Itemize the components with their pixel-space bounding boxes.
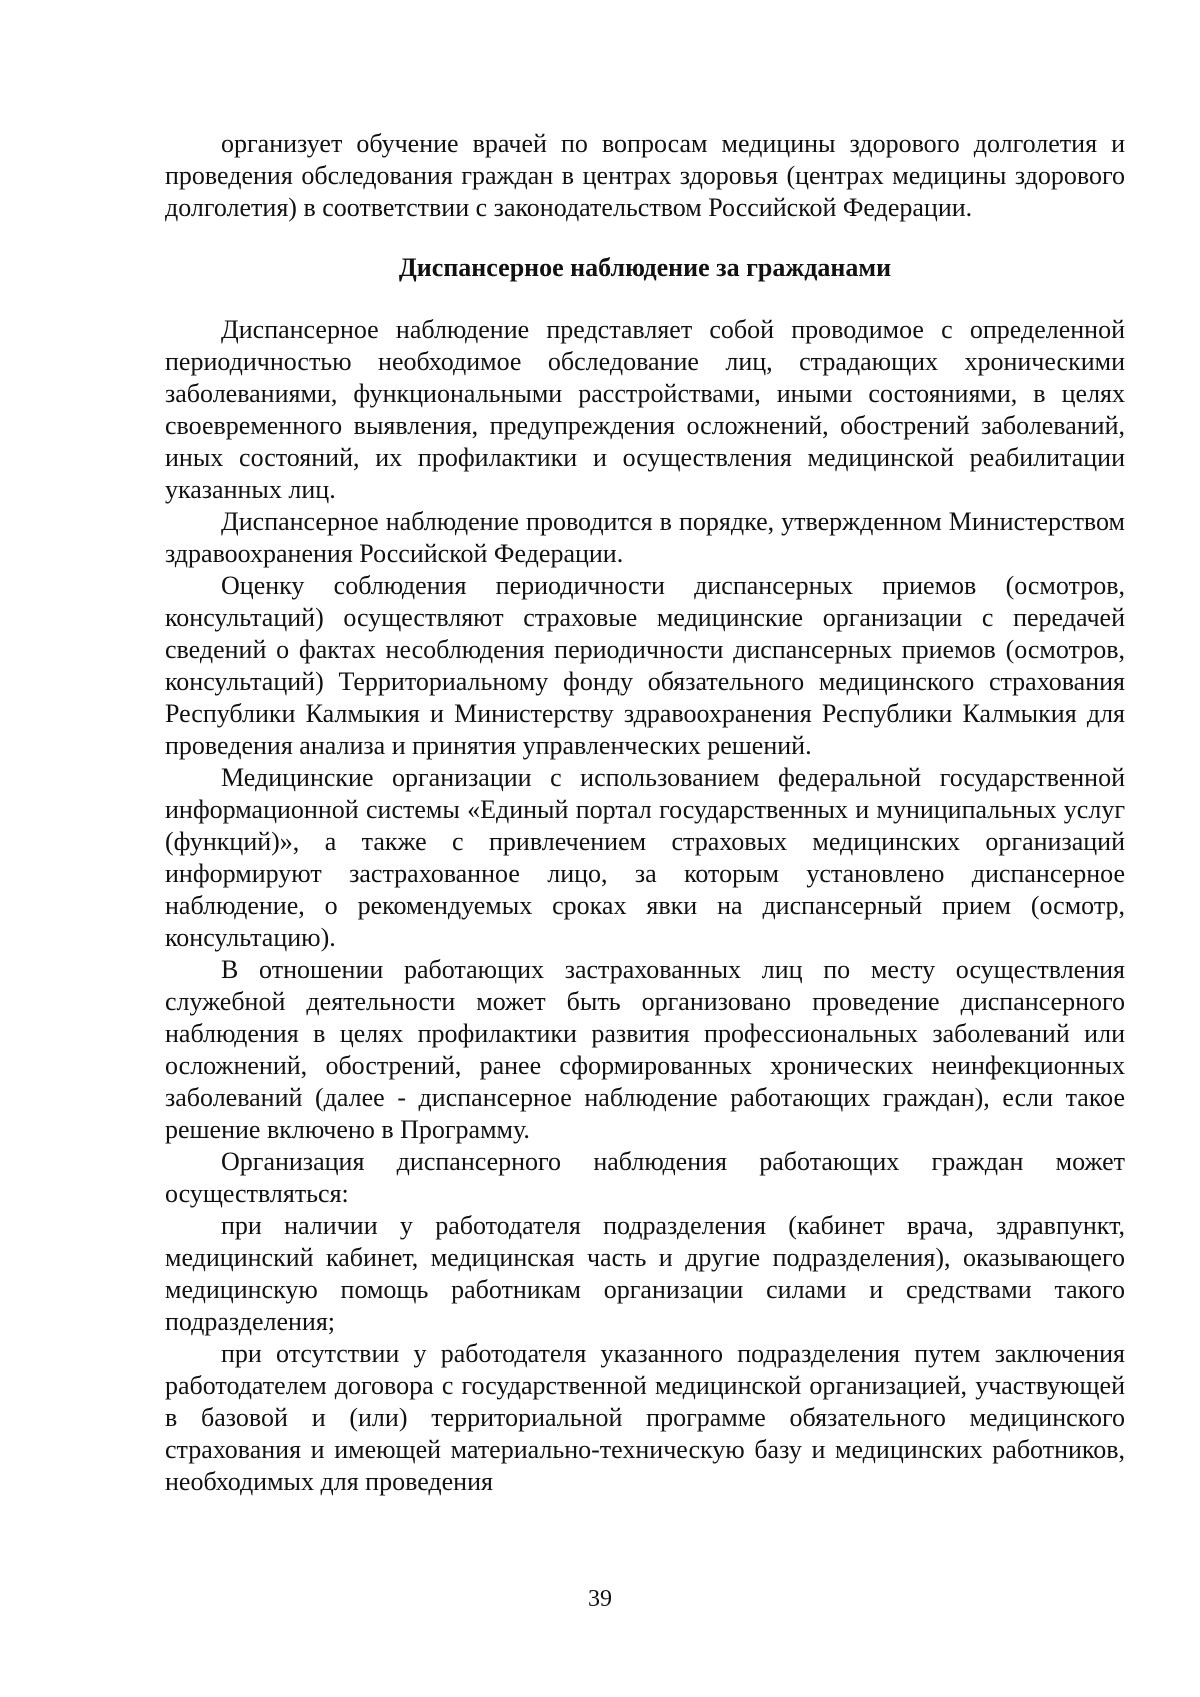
paragraph-informing: Медицинские организации с использованием федеральной государственной информационной системы «Единый портал государственных и муниципальных услуг (функций)», а также с привлечением страховых медицинских организаций информируют застрахованное лицо, за которым установлено диспансерное наблюдение, о рекомендуемых сроках явки на диспансерный прием (осмотр, консультацию). [165, 763, 1125, 952]
section-heading: Диспансерное наблюдение за гражданами [398, 253, 892, 282]
list-item-employer-unit: при наличии у работодателя подразделения (кабинет врача, здравпункт, медицинский кабинет, медицинская часть и другие подразделения), оказывающего медицинскую помощь работникам организации силами и средствами такого подразделения; [165, 1211, 1125, 1336]
paragraph-organization: Организация диспансерного наблюдения работающих граждан может осуществляться: [165, 1147, 1125, 1208]
paragraph-assessment: Оценку соблюдения периодичности диспансерных приемов (осмотров, консультаций) осуществляют страховые медицинские организации с передачей сведений о фактах несоблюдения периодичности диспансерных приемов (осмотров, консультаций) Территориальному фонду обязательного медицинского страхования Республики Калмыкия и Министерству здравоохранения Республики Калмыкия для проведения анализа и принятия управленческих решений. [165, 571, 1125, 760]
paragraph-working-citizens: В отношении работающих застрахованных лиц по месту осуществления служебной деятельности может быть организовано проведение диспансерного наблюдения в целях профилактики развития профессиональных заболеваний или осложнений, обострений, ранее сформированных хронических неинфекционных заболеваний (далее - диспансерное наблюдение работающих граждан), если такое решение включено в Программу. [165, 955, 1125, 1144]
paragraph-definition: Диспансерное наблюдение представляет собой проводимое с определенной периодичностью необходимое обследование лиц, страдающих хроническими заболеваниями, функциональными расстройствами, иными состояниями, в целях своевременного выявления, предупреждения осложнений, обострений заболеваний, иных состояний, их профилактики и осуществления медицинской реабилитации указанных лиц. [165, 315, 1125, 504]
paragraph-procedure: Диспансерное наблюдение проводится в порядке, утвержденном Министерством здравоохранения Российской Федерации. [165, 507, 1125, 568]
list-item-contract: при отсутствии у работодателя указанного подразделения путем заключения работодателем договора с государственной медицинской организацией, участвующей в базовой и (или) территориальной программе обязательного медицинского страхования и имеющей материально-техническую базу и медицинских работников, необходимых для проведения [165, 1339, 1125, 1496]
document-body [165, 128, 1125, 1498]
intro-paragraph: организует обучение врачей по вопросам медицины здорового долголетия и проведения обследования граждан в центрах здоровья (центрах медицины здорового долголетия) в соответствии с законодательством Российской Федерации. [165, 129, 1125, 222]
page-number: 39 [588, 1586, 612, 1612]
